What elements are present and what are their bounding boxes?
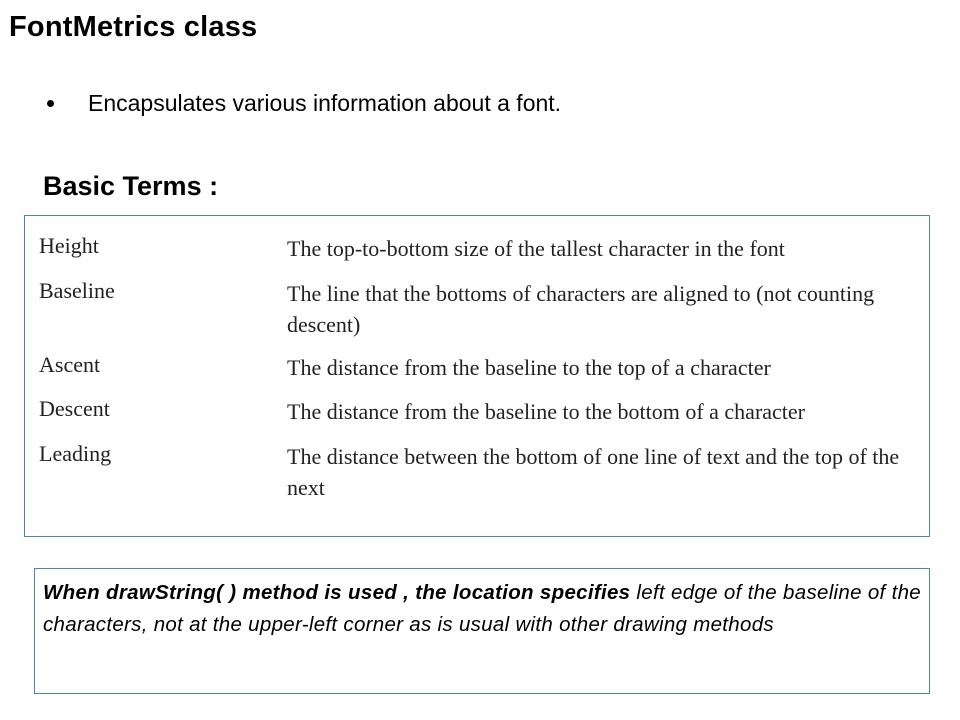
term-name: Leading: [39, 441, 112, 466]
note-regular-text: left edge of the baseline of the characters, not at the upper-left corner as is usual with other drawing methods: [43, 581, 921, 636]
term-row: [39, 396, 917, 441]
terms-table-box: [24, 215, 930, 537]
term-row: [39, 233, 917, 278]
term-name: Ascent: [39, 352, 101, 377]
bullet-item: [47, 90, 561, 117]
term-definition: The distance from the baseline to the top of a character: [287, 355, 771, 380]
term-definition: The distance from the baseline to the bottom of a character: [287, 399, 806, 424]
terms-table: [39, 233, 917, 503]
term-name: Baseline: [39, 278, 115, 303]
term-name: Height: [39, 233, 99, 258]
note-box: [34, 568, 930, 694]
term-row: [39, 441, 917, 503]
bullet-icon: [47, 100, 54, 107]
note-bold-text: When drawString( ) method is used , the location specifies: [43, 581, 631, 604]
term-row: [39, 278, 917, 352]
term-definition: The distance between the bottom of one line of text and the top of the next: [287, 444, 900, 500]
term-name: Descent: [39, 396, 110, 421]
term-definition: The line that the bottoms of characters are aligned to (not counting descent): [287, 281, 875, 337]
section-heading: Basic Terms :: [43, 171, 219, 201]
note-text: [43, 577, 921, 641]
term-row: [39, 352, 917, 396]
bullet-text: Encapsulates various information about a font.: [88, 90, 562, 116]
term-definition: The top-to-bottom size of the tallest character in the font: [287, 236, 785, 261]
slide-title: FontMetrics class: [9, 11, 258, 43]
